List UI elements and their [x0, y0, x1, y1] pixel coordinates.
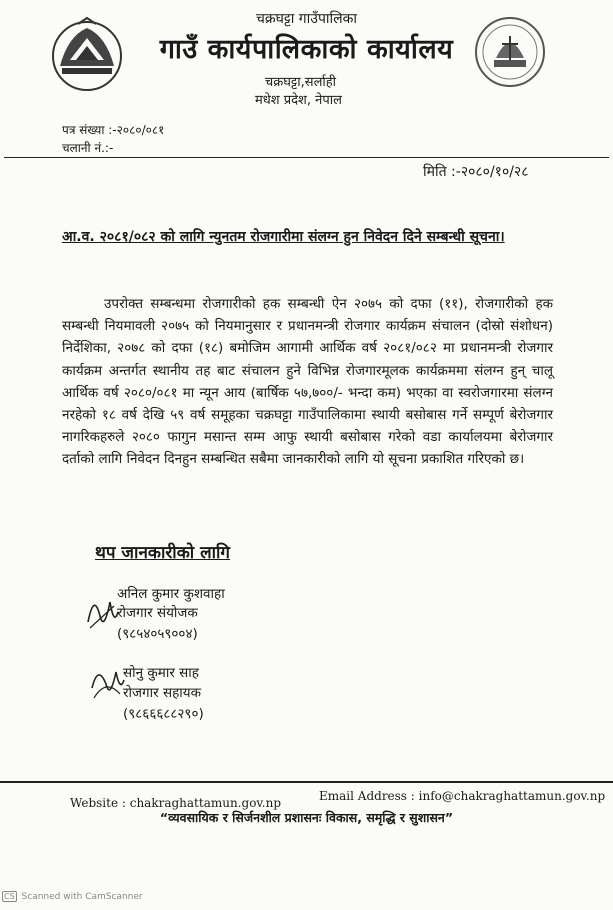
contact-2-role: रोजगार सहायक: [123, 685, 201, 701]
contact-2-phone: (९८६६६८८२९०): [123, 706, 204, 722]
camscanner-icon: CS: [4, 892, 15, 901]
dispatch-number: चलानी नं.:-: [62, 141, 114, 155]
footer-motto: “व्यवसायिक र सिर्जनशील प्रशासनः विकास, समृद्धि र सुशासन”: [159, 810, 454, 825]
footer-divider: [0, 781, 613, 783]
document-date: मिति :-२०८०/१०/२८: [423, 164, 529, 180]
contact-heading: थप जानकारीको लागि: [95, 543, 230, 563]
scanner-watermark: [2, 891, 143, 902]
notice-subject: आ.व. २०८१/०८२ को लागि न्युनतम रोजगारीमा संलग्न हुन निवेदन दिने सम्बन्धी सूचना।: [62, 229, 505, 245]
address-line-2: मधेश प्रदेश, नेपाल: [255, 93, 342, 108]
municipality-name: चक्रघट्टा गाउँपालिका: [255, 11, 358, 27]
contact-2-name: सोनु कुमार साह: [123, 665, 199, 681]
header-divider: [4, 157, 609, 158]
contact-1-role: रोजगार संयोजक: [117, 605, 198, 621]
contact-1-phone: (९८५४०५९००४): [117, 626, 198, 642]
footer-website: Website : chakraghattamun.gov.np: [70, 796, 281, 810]
letter-number: पत्र संख्या :-२०८०/०८१: [62, 123, 165, 137]
address-line-1: चक्रघट्टा,सर्लाही: [265, 75, 337, 90]
contact-1-name: अनिल कुमार कुशवाहा: [117, 586, 225, 602]
scanner-text: Scanned with CamScanner: [21, 892, 143, 902]
notice-body: उपरोक्त सम्बन्धमा रोजगारीको हक सम्बन्धी ऐन २०७५ को दफा (११), रोजगारीको हक सम्बन्धी नियमावली २०७५ को नियमानुसार र प्रधानमन्त्री रोजगार कार्यक्रम संचालन (दोस्रो संशोधन) निर्देशिका, २०७८ को दफा (१८) बमोजिम आगामी आर्थिक वर्ष २०८१/०८२ मा प्रधानमन्त्री रोजगार कार्यक्रम अन्तर्गत स्थानीय तह बाट संचालन हुने विभिन्न रोजगारमूलक कार्यक्रममा संलग्न हुन् चालू आर्थिक वर्ष २०८०/०८१ मा न्यून आय (बार्षिक ५७,७००/- भन्दा कम) भएका वा स्वरोजगारमा संलग्न नरहेको १८ वर्ष देखि ५९ वर्ष समूहका चक्रघट्टा गाउँपालिकामा स्थायी बसोबास गर्ने सम्पूर्ण बेरोजगार नागरिकहरुले २०८० फागुन मसान्त सम्म आफु स्थायी बसोबास गरेको वडा कार्यालयमा बेरोजगार दर्ताको लागि निवेदन दिनहुन सम्बन्धित सबैमा जानकारीको लागि यो सूचना प्रकाशित गरिएको छ।: [62, 296, 553, 468]
footer-email: Email Address : info@chakraghattamun.gov.np: [319, 789, 606, 803]
office-title: गाउँ कार्यपालिकाको कार्यालय: [159, 34, 454, 65]
